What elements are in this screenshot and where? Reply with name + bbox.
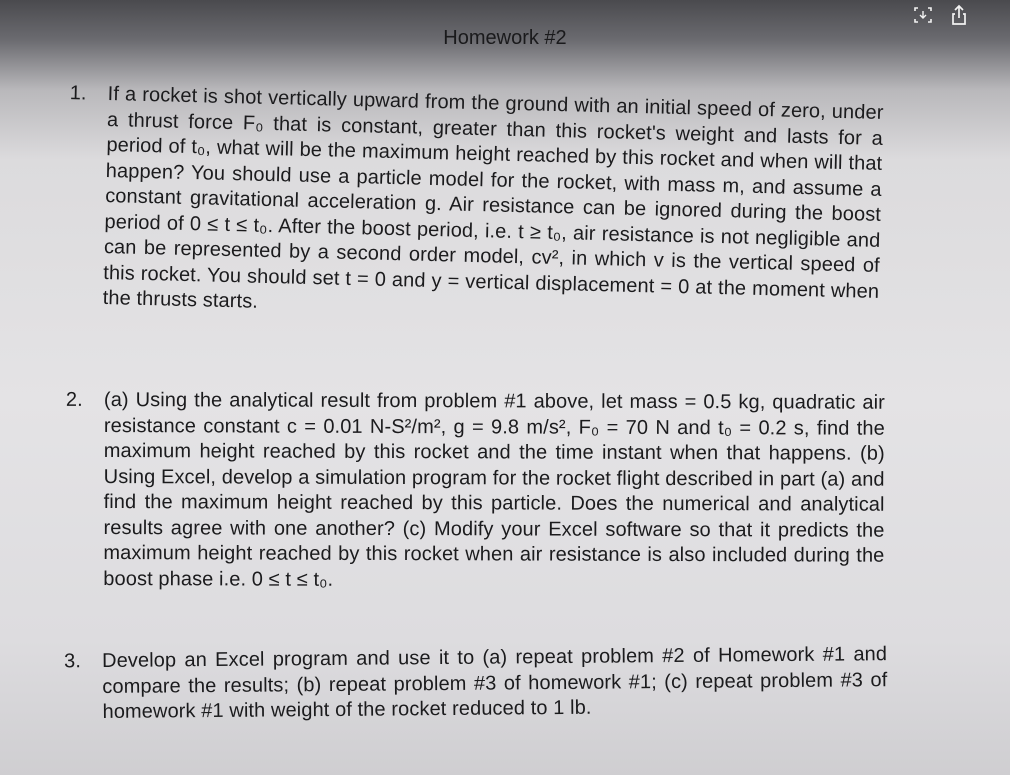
problem-number: 2.	[65, 388, 83, 411]
problem-text: Develop an Excel program and use it to (a) repeat problem #2 of Homework #1 and compare the results; (b) repeat problem #3 of homework #1; (c) repeat problem #3 of homework #1 with weight of the rocket reduced to 1 lb.	[102, 643, 888, 723]
problem-text: (a) Using the analytical result from problem #1 above, let mass = 0.5 kg, quadratic air resistance constant c = 0.01 N-S²/m², g = 9.8 m/s², F₀ = 70 N and t₀ = 0.2 s, find the maximum height reached by this rocket and the time instant when that happens. (b) Using Excel, develop a simulation program for the rocket flight described in part (a) and find the maximum height reached by this particle. Does the numerical and analytical results agree with one another? (c) Modify your Excel software so that it predicts the maximum height reached by this rocket when air resistance is also included during the boost phase i.e. 0 ≤ t ≤ t₀.	[103, 389, 885, 591]
problem-2	[65, 388, 885, 595]
problem-1	[69, 82, 884, 330]
problem-3	[64, 642, 888, 725]
page-title: Homework #2	[443, 27, 567, 49]
problem-text: If a rocket is shot vertically upward from the ground with an initial speed of zero, under a thrust force F₀ that is constant, greater than this rocket's weight and lasts for a period of t₀, what will be the maximum height reached by this rocket and when will that happen? You should use a particle model for the rocket, with mass m, and assume a constant gravitational acceleration g. Air resistance can be ignored during the boost period of 0 ≤ t ≤ t₀. After the boost period, i.e. t ≥ t₀, air resistance is not negligible and can be represented by a second order model, cv², in which v is the vertical speed of this rocket. You should set t = 0 and y = vertical displacement = 0 at the moment when the thrusts starts.	[102, 82, 884, 313]
photo-toolbar	[912, 4, 970, 26]
share-icon[interactable]	[948, 4, 970, 26]
problem-number: 3.	[64, 650, 82, 673]
problem-number: 1.	[69, 82, 87, 105]
live-text-icon[interactable]	[912, 4, 934, 26]
